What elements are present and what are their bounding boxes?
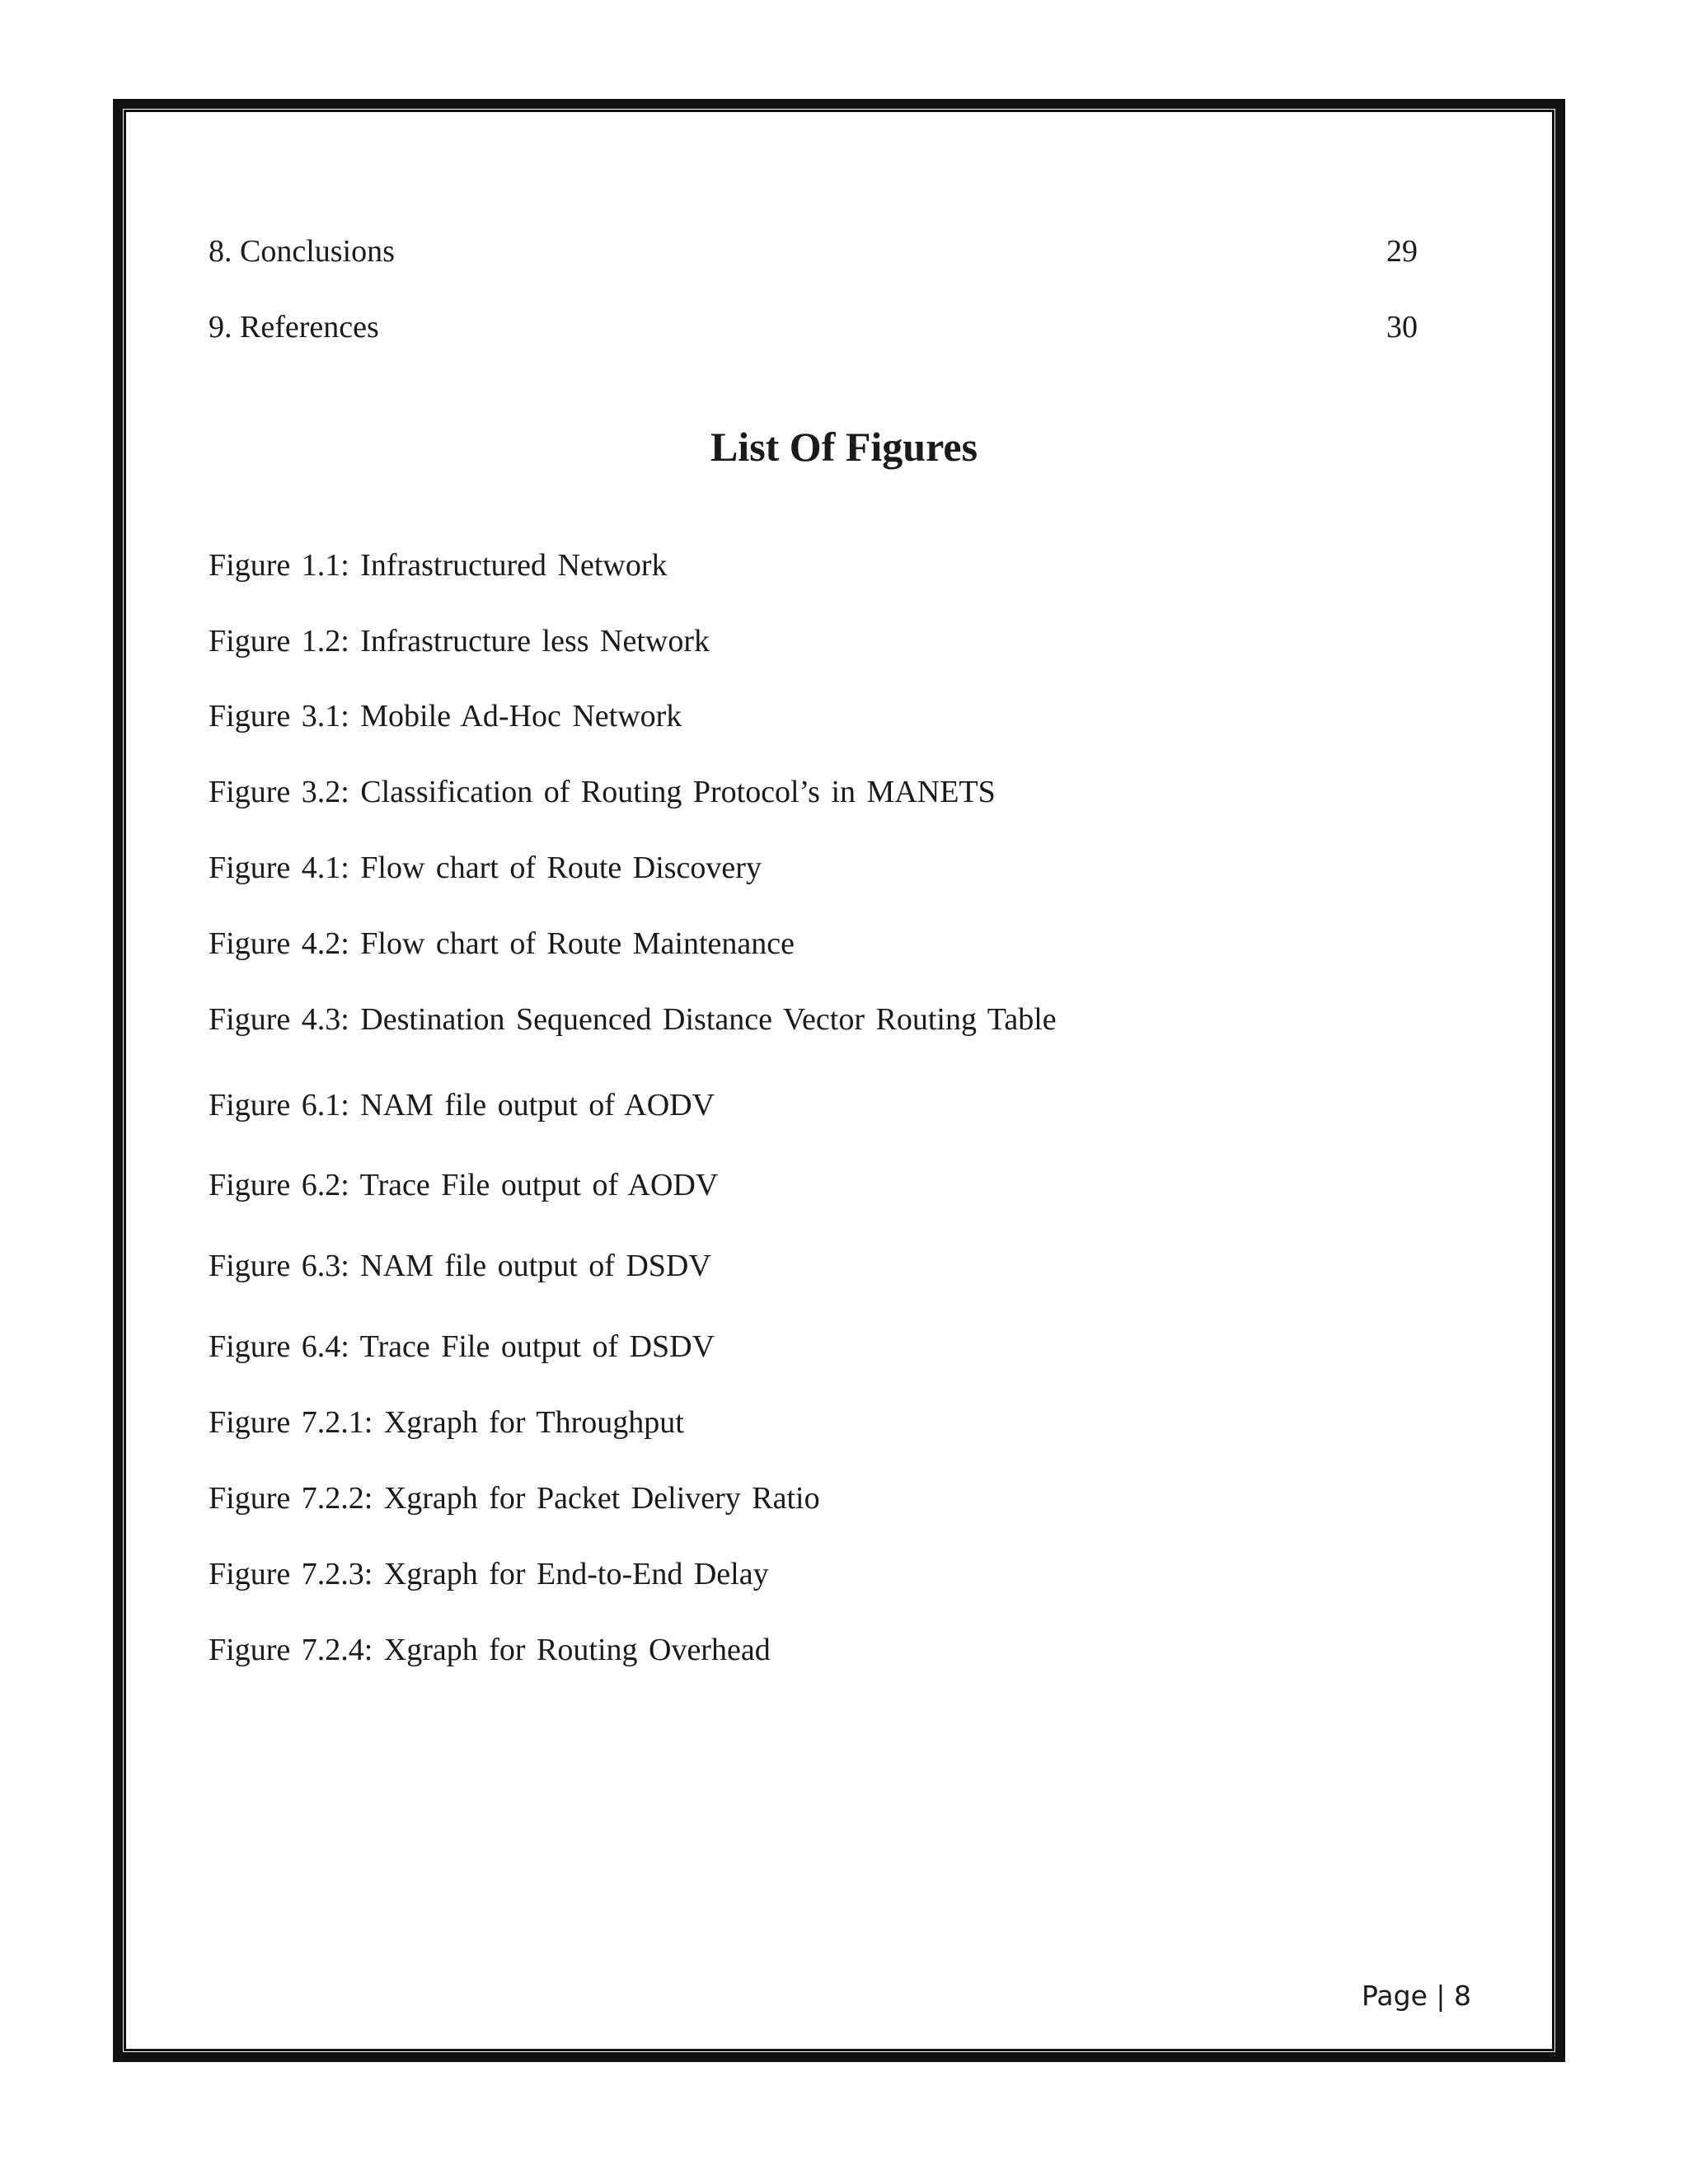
toc-row-references xyxy=(209,309,1418,345)
toc-page-number: 29 xyxy=(1386,234,1418,269)
figure-entry: Figure 6.4: Trace File output of DSDV xyxy=(209,1329,715,1364)
figure-entry: Figure 6.1: NAM file output of AODV xyxy=(209,1088,715,1122)
figure-entry: Figure 1.2: Infrastructure less Network xyxy=(209,624,710,658)
toc-row-conclusions xyxy=(209,233,1418,269)
figure-entry: Figure 6.3: NAM file output of DSDV xyxy=(209,1249,711,1283)
figure-entry: Figure 3.1: Mobile Ad-Hoc Network xyxy=(209,699,682,733)
toc-page-number: 30 xyxy=(1386,310,1418,344)
figure-entry: Figure 7.2.2: Xgraph for Packet Delivery Ratio xyxy=(209,1481,820,1516)
figure-entry: Figure 6.2: Trace File output of AODV xyxy=(209,1168,719,1202)
toc-label: 9. References xyxy=(209,310,379,344)
figure-entry: Figure 7.2.4: Xgraph for Routing Overhead xyxy=(209,1633,771,1667)
figure-entry: Figure 4.3: Destination Sequenced Distance Vector Routing Table xyxy=(209,1002,1057,1037)
figure-entry: Figure 7.2.3: Xgraph for End-to-End Delay xyxy=(209,1557,769,1591)
figure-entry: Figure 1.1: Infrastructured Network xyxy=(209,548,668,583)
page-border-inner xyxy=(124,110,1554,2051)
figure-entry: Figure 4.1: Flow chart of Route Discovery xyxy=(209,851,762,885)
figure-entry: Figure 7.2.1: Xgraph for Throughput xyxy=(209,1405,684,1440)
toc-label: 8. Conclusions xyxy=(209,234,395,269)
figure-entry: Figure 3.2: Classification of Routing Protocol’s in MANETS xyxy=(209,775,996,809)
list-of-figures-heading: List Of Figures xyxy=(710,424,978,470)
page-number-footer: Page | 8 xyxy=(1362,1980,1471,2012)
figure-entry: Figure 4.2: Flow chart of Route Maintenance xyxy=(209,926,795,961)
